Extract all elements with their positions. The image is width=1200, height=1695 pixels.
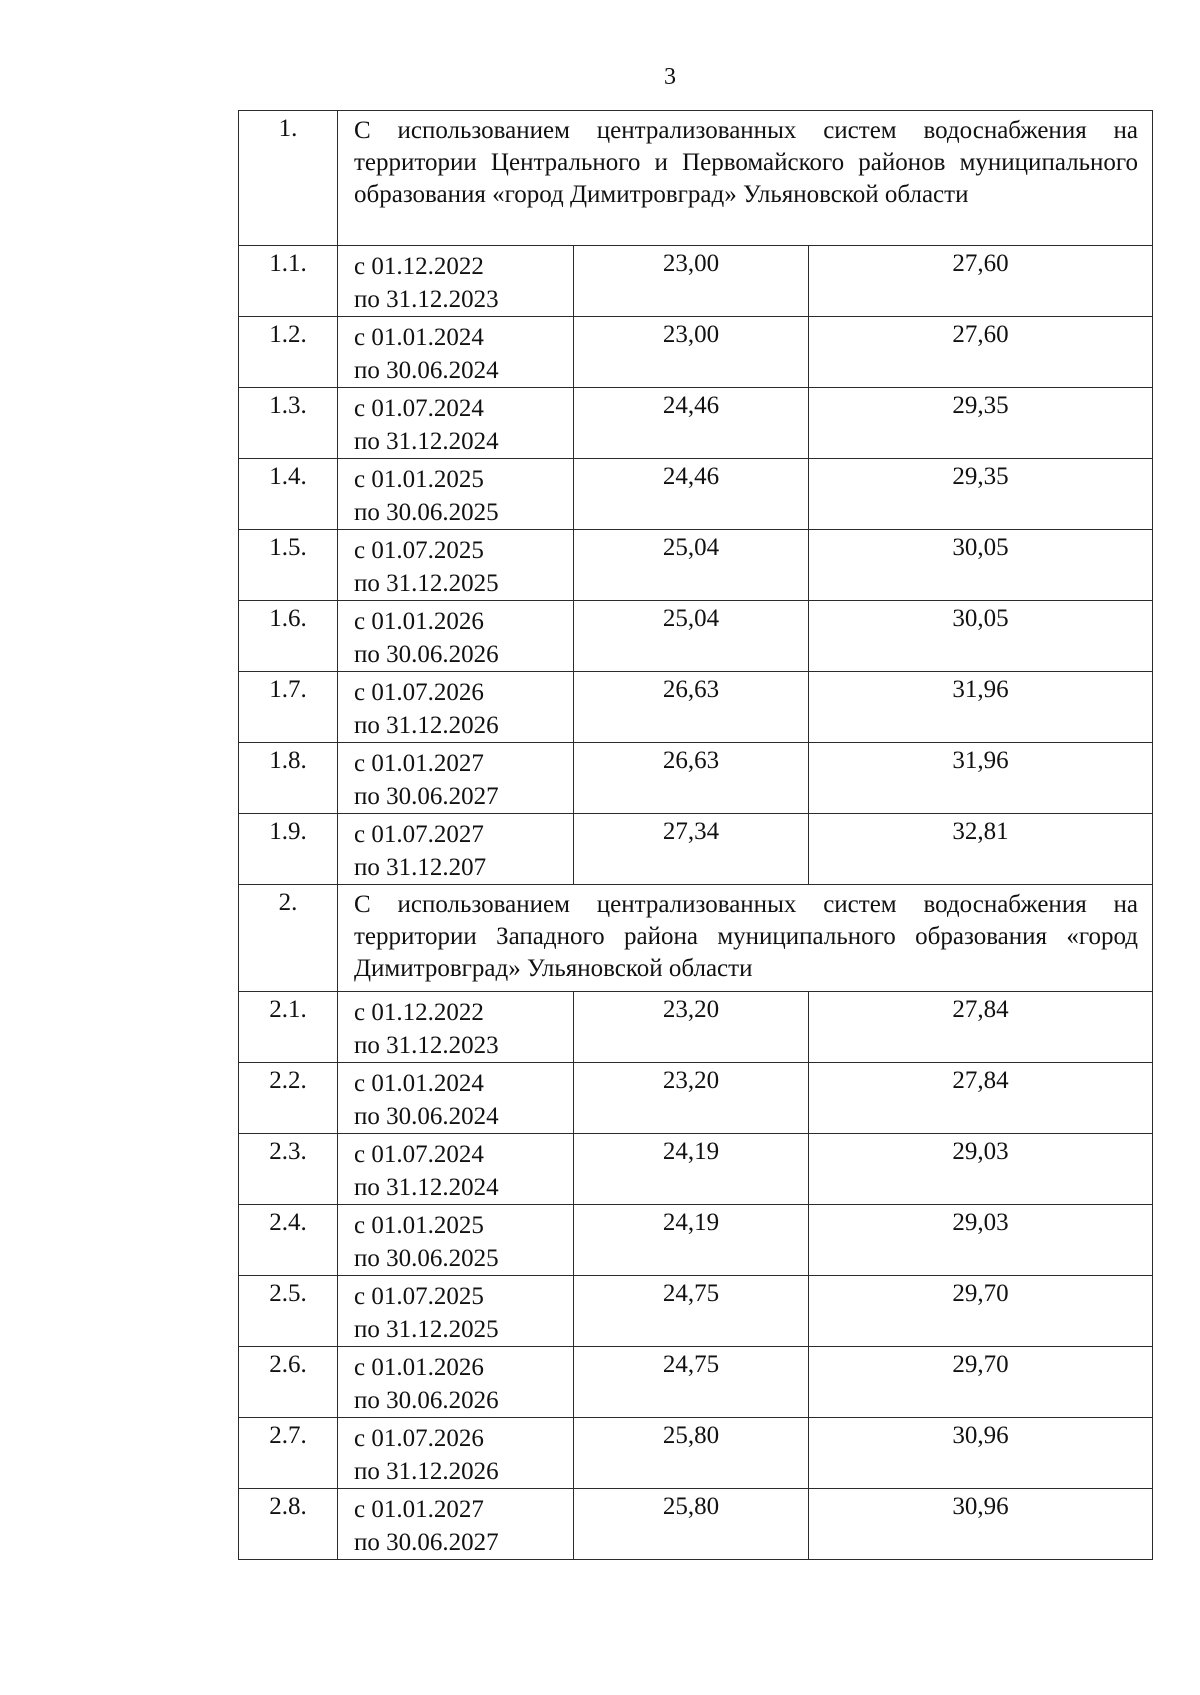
row-number: 2.2. [239,1063,338,1134]
tariff-value-1: 23,00 [574,246,809,317]
tariff-value-1: 23,20 [574,1063,809,1134]
period-from: с 01.07.2027 [354,821,484,848]
period-cell [338,1205,574,1276]
tariff-value-2: 31,96 [809,743,1153,814]
period-to: по 31.12.2023 [354,286,499,313]
table-row [239,743,1153,814]
tariff-value-2: 32,81 [809,814,1153,885]
row-number: 1.8. [239,743,338,814]
period-to: по 30.06.2026 [354,1387,499,1414]
period-to: по 31.12.2025 [354,570,499,597]
page-number: 3 [664,64,676,90]
table-row [239,459,1153,530]
row-number: 2.5. [239,1276,338,1347]
period-from: с 01.12.2022 [354,253,484,280]
tariff-value-1: 24,75 [574,1347,809,1418]
period-cell [338,1134,574,1205]
tariff-value-2: 29,03 [809,1134,1153,1205]
period-from: с 01.01.2027 [354,1496,484,1523]
period-from: с 01.07.2024 [354,395,484,422]
tariff-value-2: 30,96 [809,1489,1153,1560]
table-row [239,1347,1153,1418]
table-row [239,672,1153,743]
table-row [239,1205,1153,1276]
row-number: 1.7. [239,672,338,743]
tariff-value-2: 27,60 [809,246,1153,317]
period-from: с 01.01.2025 [354,1212,484,1239]
period-cell [338,814,574,885]
period-cell [338,672,574,743]
period-from: с 01.01.2026 [354,1354,484,1381]
period-from: с 01.12.2022 [354,999,484,1026]
row-number: 2.4. [239,1205,338,1276]
period-to: по 31.12.2025 [354,1316,499,1343]
period-to: по 30.06.2024 [354,1103,499,1130]
period-cell [338,1276,574,1347]
period-to: по 31.12.207 [354,854,487,881]
tariff-value-2: 31,96 [809,672,1153,743]
period-cell [338,1418,574,1489]
tariff-value-1: 24,75 [574,1276,809,1347]
period-from: с 01.01.2024 [354,1070,484,1097]
tariff-value-2: 29,35 [809,388,1153,459]
row-number: 1.2. [239,317,338,388]
row-number: 2.7. [239,1418,338,1489]
row-number: 1.1. [239,246,338,317]
group-number: 2. [239,885,338,992]
tariff-value-1: 23,20 [574,992,809,1063]
tariff-value-2: 30,96 [809,1418,1153,1489]
group-title: С использованием централизованных систем водоснабжения на территории Центрального и Первомайского районов муниципального образования «город Димитровград» Ульяновской области [338,111,1153,246]
table-row [239,1276,1153,1347]
group-number: 1. [239,111,338,246]
period-from: с 01.07.2026 [354,1425,484,1452]
row-number: 1.9. [239,814,338,885]
table-row [239,1134,1153,1205]
table-row [239,1489,1153,1560]
period-to: по 31.12.2024 [354,1174,499,1201]
period-from: с 01.01.2025 [354,466,484,493]
row-number: 1.6. [239,601,338,672]
tariff-value-2: 30,05 [809,530,1153,601]
tariff-value-1: 24,46 [574,459,809,530]
period-to: по 31.12.2026 [354,1458,499,1485]
period-from: с 01.01.2027 [354,750,484,777]
row-number: 2.8. [239,1489,338,1560]
group-title: С использованием централизованных систем водоснабжения на территории Западного района муниципального образования «город Димитровград» Ульяновской области [338,885,1153,992]
tariff-value-1: 25,04 [574,530,809,601]
period-to: по 30.06.2027 [354,783,499,810]
table-row [239,388,1153,459]
period-from: с 01.01.2026 [354,608,484,635]
period-cell [338,1489,574,1560]
period-to: по 31.12.2023 [354,1032,499,1059]
tariff-value-1: 24,46 [574,388,809,459]
period-to: по 30.06.2024 [354,357,499,384]
table-row [239,1063,1153,1134]
period-cell [338,459,574,530]
tariff-value-2: 29,70 [809,1347,1153,1418]
tariff-value-2: 30,05 [809,601,1153,672]
period-cell [338,317,574,388]
period-to: по 30.06.2027 [354,1529,499,1556]
tariff-value-2: 27,84 [809,1063,1153,1134]
row-number: 1.4. [239,459,338,530]
tariff-table [238,110,1153,1560]
row-number: 2.1. [239,992,338,1063]
tariff-value-1: 23,00 [574,317,809,388]
period-cell [338,992,574,1063]
row-number: 2.6. [239,1347,338,1418]
tariff-value-1: 25,80 [574,1418,809,1489]
table-row [239,530,1153,601]
period-cell [338,246,574,317]
period-cell [338,1347,574,1418]
tariff-value-1: 26,63 [574,672,809,743]
table-row [239,814,1153,885]
row-number: 2.3. [239,1134,338,1205]
tariff-value-1: 26,63 [574,743,809,814]
period-from: с 01.07.2024 [354,1141,484,1168]
period-to: по 30.06.2026 [354,641,499,668]
tariff-value-1: 25,80 [574,1489,809,1560]
table-row [239,992,1153,1063]
period-from: с 01.07.2025 [354,537,484,564]
tariff-value-1: 27,34 [574,814,809,885]
table-row [239,317,1153,388]
tariff-value-1: 24,19 [574,1134,809,1205]
table-row [239,601,1153,672]
row-number: 1.3. [239,388,338,459]
tariff-value-2: 27,60 [809,317,1153,388]
group-row [239,885,1153,992]
tariff-table-body [239,111,1153,1560]
period-from: с 01.07.2026 [354,679,484,706]
tariff-value-2: 27,84 [809,992,1153,1063]
period-from: с 01.07.2025 [354,1283,484,1310]
period-from: с 01.01.2024 [354,324,484,351]
group-row [239,111,1153,246]
period-cell [338,530,574,601]
period-to: по 30.06.2025 [354,499,499,526]
tariff-value-2: 29,03 [809,1205,1153,1276]
tariff-value-1: 24,19 [574,1205,809,1276]
row-number: 1.5. [239,530,338,601]
period-cell [338,1063,574,1134]
period-to: по 30.06.2025 [354,1245,499,1272]
period-cell [338,743,574,814]
table-row [239,1418,1153,1489]
tariff-value-1: 25,04 [574,601,809,672]
period-cell [338,601,574,672]
table-row [239,246,1153,317]
tariff-value-2: 29,70 [809,1276,1153,1347]
period-to: по 31.12.2026 [354,712,499,739]
period-cell [338,388,574,459]
tariff-value-2: 29,35 [809,459,1153,530]
period-to: по 31.12.2024 [354,428,499,455]
